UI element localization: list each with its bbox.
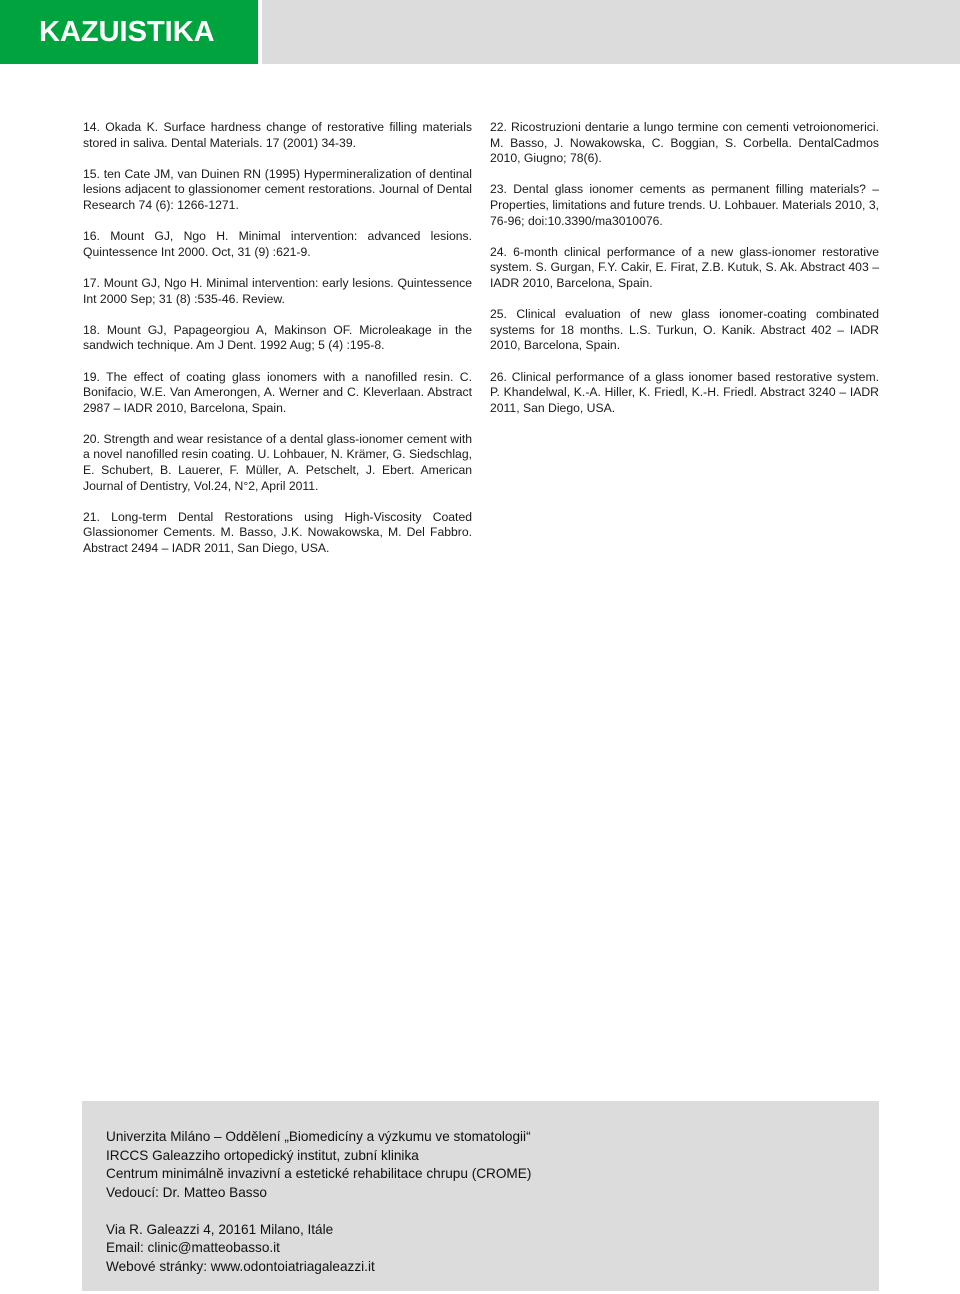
reference-item: 20. Strength and wear resistance of a dental glass-ionomer cement with a novel nanofilled resin coating. U. Lohbauer, N. Krämer, G. Siedschlag, E. Schubert, B. Lauerer, F. Müller, A. Petschelt, J. Ebert. American Journal of Dentistry, Vol.24, N°2, April 2011.	[83, 431, 472, 493]
reference-item: 21. Long-term Dental Restorations using High-Viscosity Coated Glassionomer Cements. M. Basso, J.K. Nowakowska, M. Del Fabbro. Abstract 2494 – IADR 2011, San Diego, USA.	[83, 509, 472, 556]
reference-item: 16. Mount GJ, Ngo H. Minimal intervention: advanced lesions. Quintessence Int 2000. Oct, 31 (9) :621-9.	[83, 229, 472, 259]
reference-item: 25. Clinical evaluation of new glass ionomer-coating combinated systems for 18 months. L.S. Turkun, O. Kanik. Abstract 402 – IADR 2010, Barcelona, Spain.	[490, 307, 879, 353]
reference-item: 24. 6-month clinical performance of a new glass-ionomer restorative system. S. Gurgan, F.Y. Cakir, E. Firat, Z.B. Kutuk, S. Ak. Abstract 403 – IADR 2010, Barcelona, Spain.	[490, 244, 879, 290]
reference-item: 17. Mount GJ, Ngo H. Minimal intervention: early lesions. Quintessence Int 2000 Sep; 31 (8) :535-46. Review.	[83, 275, 472, 306]
reference-item: 23. Dental glass ionomer cements as permanent filling materials? – Properties, limitations and future trends. U. Lohbauer. Materials 2010, 3, 76-96; doi:10.3390/ma3010076.	[490, 182, 879, 228]
institution-line: IRCCS Galeazziho ortopedický institut, zubní klinika	[106, 1147, 419, 1163]
website-line: Webové stránky: www.odontoiatriagaleazzi.it	[106, 1258, 375, 1274]
spacer	[106, 1202, 531, 1221]
reference-item: 19. The effect of coating glass ionomers with a nanofilled resin. C. Bonifacio, W.E. Van Amerongen, A. Werner and C. Kleverlaan. Abstract 2987 – IADR 2010, Barcelona, Spain.	[83, 369, 472, 415]
header-bar	[262, 0, 960, 64]
institution-line: Centrum minimálně invazivní a estetické rehabilitace chrupu (CROME)	[106, 1166, 532, 1181]
references-right-column	[490, 120, 879, 432]
reference-item: 22. Ricostruzioni dentarie a lungo termine con cementi vetroionomerici. M. Basso, J. Nowakowska, C. Boggian, S. Corbella. DentalCadmos 2010, Giugno; 78(6).	[490, 120, 879, 166]
head-line: Vedoucí: Dr. Matteo Basso	[106, 1184, 267, 1200]
reference-item: 15. ten Cate JM, van Duinen RN (1995) Hypermineralization of dentinal lesions adjacent to glassionomer cement restorations. Journal of Dental Research 74 (6): 1266-1271.	[83, 166, 472, 212]
reference-item: 26. Clinical performance of a glass ionomer based restorative system. P. Khandelwal, K.-A. Hiller, K. Friedl, K.-H. Friedl. Abstract 3240 – IADR 2011, San Diego, USA.	[490, 369, 879, 415]
institution-line: Univerzita Miláno – Oddělení „Biomedicíny a výzkumu ve stomatologii“	[106, 1129, 531, 1144]
contact-info	[106, 1128, 531, 1276]
email-line: Email: clinic@matteobasso.it	[106, 1240, 280, 1255]
references-left-column	[83, 120, 472, 572]
address-line: Via R. Galeazzi 4, 20161 Milano, Itále	[106, 1221, 334, 1237]
page-section-title: KAZUISTIKA	[39, 16, 215, 48]
reference-item: 18. Mount GJ, Papageorgiou A, Makinson OF. Microleakage in the sandwich technique. Am J Dent. 1992 Aug; 5 (4) :195-8.	[83, 322, 472, 353]
reference-item: 14. Okada K. Surface hardness change of restorative filling materials stored in saliva. Dental Materials. 17 (2001) 34-39.	[83, 120, 472, 150]
